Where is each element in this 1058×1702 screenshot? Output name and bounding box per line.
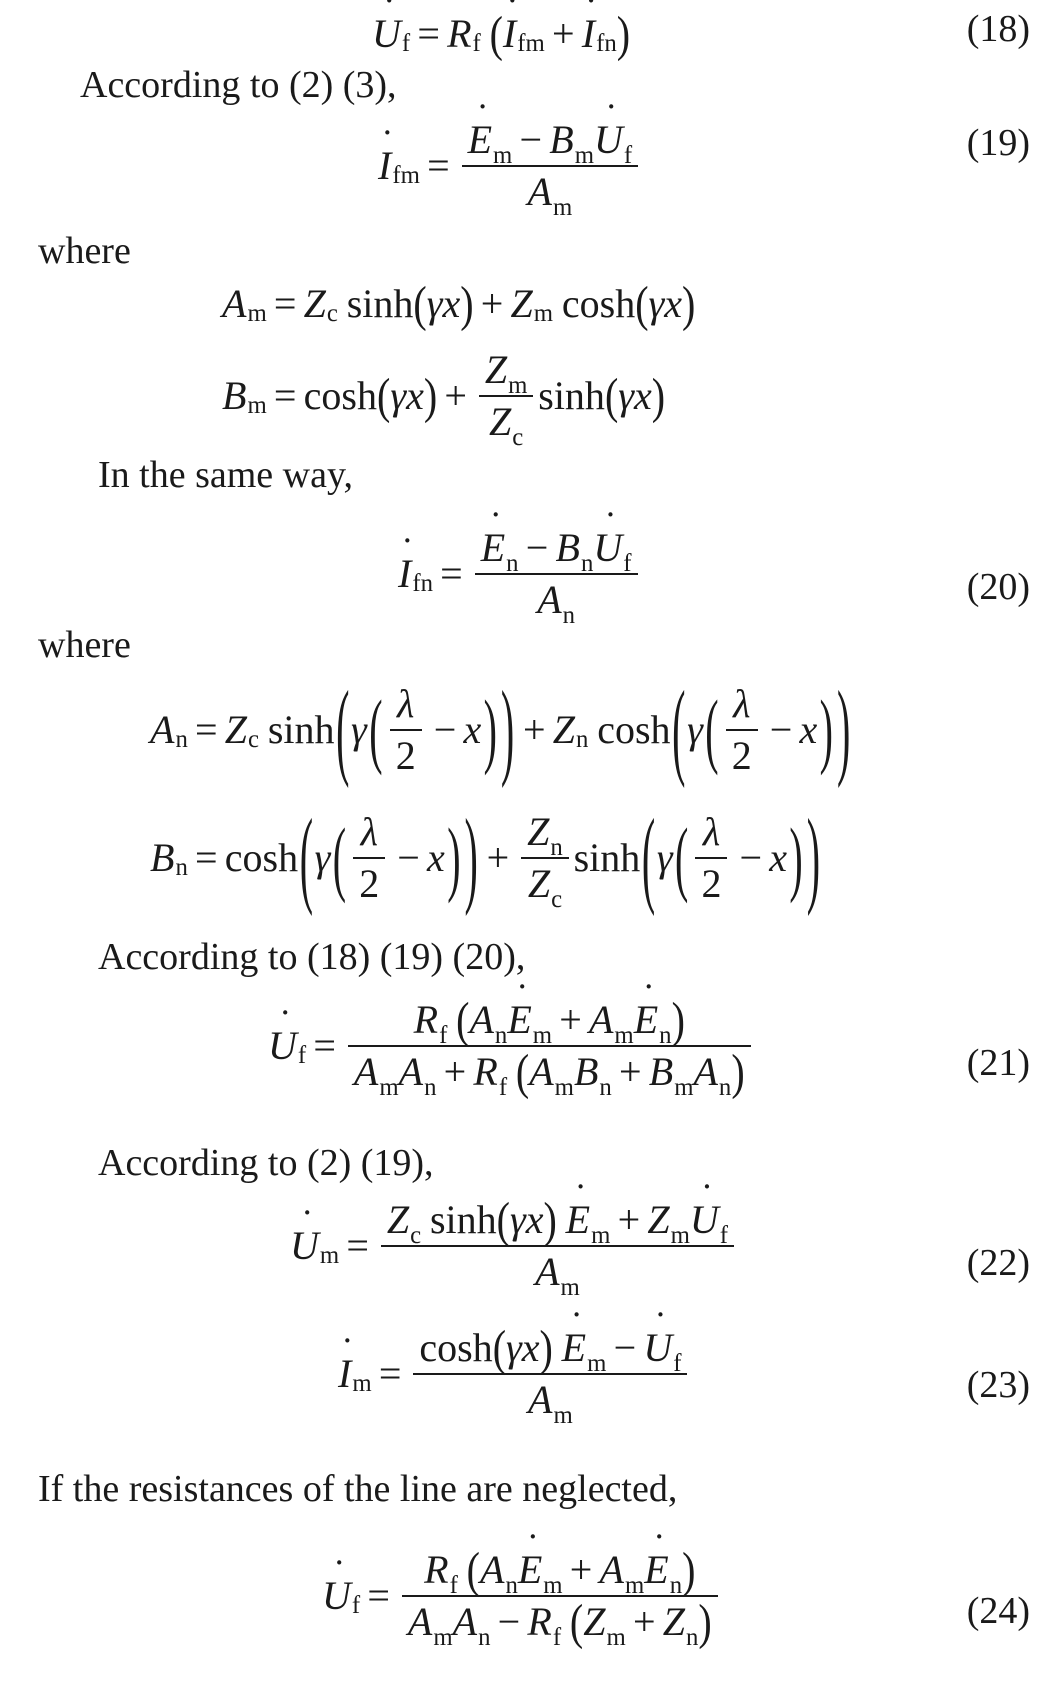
equation-24: ˙ U f = $\frac{R_f (A_n˙ E_m + A_m˙ E_n)}{A_mA_n - R_f (Z_m + Z_n)}$ (322, 1550, 723, 1642)
equation-Am: A m = Z c sinh ( γx ) + Z m cosh ( γx ) (222, 275, 696, 332)
equation-An: A n = Z c sinh ( γ ( $\frac{\lambda}{2}$ − x ) ) + Z n cosh ( γ ( $\frac{\lambda}{2}$ − x ) ) (150, 667, 851, 790)
equation-number-18: (18) (966, 8, 1030, 50)
equation-21: ˙ U f = $\frac{R_f (A_n˙ E_m + A_m˙ E_n)}{A_mA_n + R_f (A_mB_n + B_mA_n)}$ (268, 1000, 755, 1092)
equation-23: ˙ I m = $\frac{\cosh(\gamma x)˙ E_m -˙ U_f}{A_m}$ (338, 1328, 692, 1420)
equation-Bm: B m = cosh ( γx ) + $\frac{Z_m}{Z_c}$ sinh ( γx ) (222, 347, 666, 451)
equation-20: ˙ I fn = ˙ $\frac{E_n - B_n˙ U_f}{A_n}$ (398, 528, 642, 620)
equation-number-21: (21) (966, 1042, 1030, 1084)
equation-number-22: (22) (966, 1242, 1030, 1284)
sym-R: R (447, 11, 472, 56)
equation-number-19: (19) (966, 122, 1030, 164)
paragraph-same-way: In the same way, (98, 454, 353, 496)
equation-22: ˙ U m = $\frac{Z_c \sinh(\gamma x)˙ E_m + Z_m˙ U_f}{A_m}$ (290, 1200, 739, 1292)
sub-f: f (401, 30, 411, 57)
equation-number-23: (23) (966, 1364, 1030, 1406)
equation-19: ˙ I fm = ˙ $\frac{E_m - B_m˙ U_f}{A_m}$ (378, 120, 643, 212)
equation-number-20: (20) (966, 566, 1030, 608)
paragraph-according-18-19-20: According to (18) (19) (20), (98, 936, 526, 978)
paragraph-where-2: where (38, 624, 131, 666)
paragraph-resistances-neglected: If the resistances of the line are neglected, (38, 1468, 678, 1510)
paragraph-where-1: where (38, 230, 131, 272)
fraction: ˙ $\frac{E_m - B_m˙ U_f}{A_m}$ (462, 120, 639, 212)
paragraph-according-2-19: According to (2) (19), (98, 1142, 434, 1184)
equation-18: ˙ U f = R f ( ˙ I fm + ˙ I fn ) (372, 14, 630, 54)
equation-number-24: (24) (966, 1590, 1030, 1632)
equation-Bn: B n = cosh ( γ ( $\frac{\lambda}{2}$ − x ) ) + $\frac{Z_n}{Z_c}$ sinh ( γ ( $\frac{\lambda}{2}$ − x ) ) (150, 795, 821, 918)
paragraph-according-2-3: According to (2) (3), (80, 64, 397, 106)
sym-U: ˙ U (372, 14, 401, 54)
